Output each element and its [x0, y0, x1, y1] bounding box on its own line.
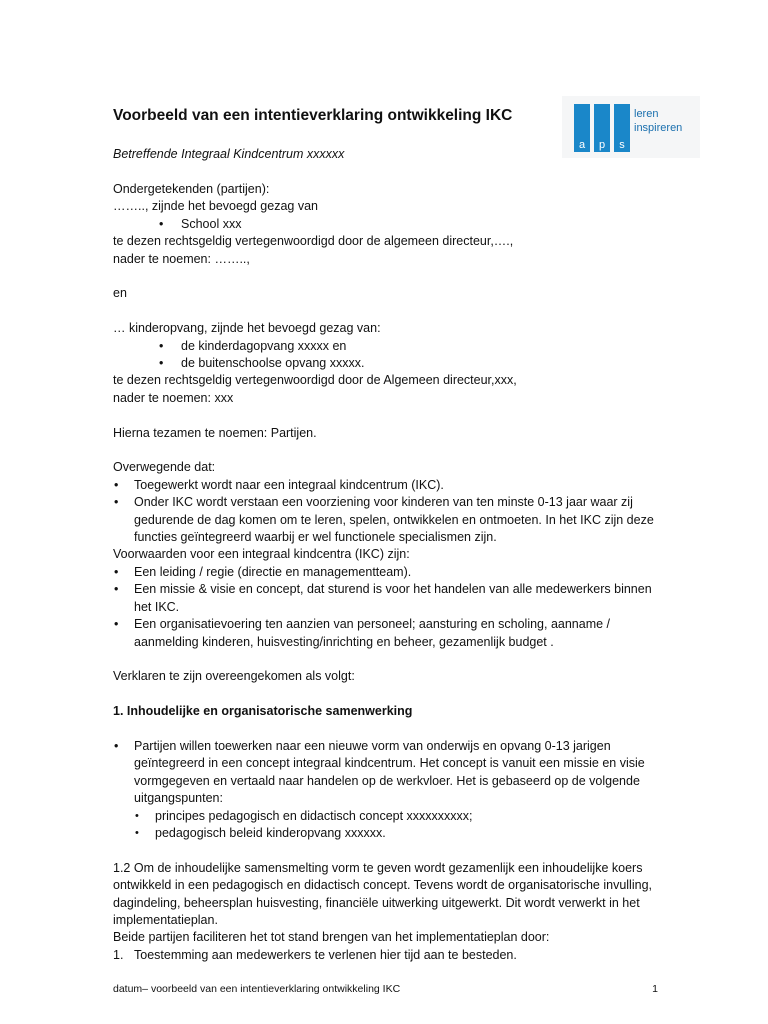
- facilitate-text: Beide partijen faciliteren het tot stand brengen van het implementatieplan door:: [113, 930, 550, 945]
- party2-named: nader te noemen: xxx: [113, 390, 234, 405]
- list-item-text: Toestemming aan medewerkers te verlenen hier tijd aan te besteden.: [134, 947, 517, 962]
- list-item: • School xxx: [113, 216, 658, 233]
- aps-logo: [562, 96, 700, 158]
- logo-letter-p: p: [598, 139, 606, 151]
- section-1-heading: 1. Inhoudelijke en organisatorische samenwerking: [113, 704, 413, 719]
- party1-line: …….., zijnde het bevoegd gezag van: [113, 199, 318, 214]
- section-1-bullets: [113, 738, 658, 842]
- logo-bar-p: [594, 104, 610, 152]
- document-body: [113, 181, 658, 964]
- list-item: • principes pedagogisch en didactisch concept xxxxxxxxxx;: [134, 808, 658, 825]
- party1-bullets: [113, 216, 658, 233]
- section-1-sublist: [134, 808, 658, 843]
- list-number: 1.: [113, 947, 124, 962]
- declare-text: Verklaren te zijn overeengekomen als volgt:: [113, 669, 355, 684]
- party1-representative: te dezen rechtsgeldig vertegenwoordigd door de algemeen directeur,….,: [113, 234, 514, 249]
- logo-letter-a: a: [578, 139, 586, 151]
- list-item: • de kinderdagopvang xxxxx en: [113, 338, 658, 355]
- list-item: [113, 947, 658, 964]
- list-item: • Toegewerkt wordt naar een integraal kindcentrum (IKC).: [113, 477, 658, 494]
- list-item: • Een missie & visie en concept, dat sturend is voor het handelen van alle medewerkers binnen het IKC.: [113, 581, 658, 616]
- page-number: 1: [652, 983, 658, 995]
- logo-bar-s: [614, 104, 630, 152]
- logo-letter-s: s: [619, 139, 625, 151]
- footer-text: datum– voorbeeld van een intentieverklaring ontwikkeling IKC: [113, 983, 401, 995]
- list-item: • Een organisatievoering ten aanzien van personeel; aansturing en scholing, aanname / aanmelding kinderen, huisvesting/inrichting en beheer, gezamenlijk budget .: [113, 616, 658, 651]
- list-item: [113, 738, 658, 842]
- list-item: • Onder IKC wordt verstaan een voorziening voor kinderen van ten minste 0-13 jaar waar zij gedurende de dag komen om te leren, spelen, ontwikkelen en ontmoeten. In het IKC zijn deze functies geïntegreerd waarbij er wel functionele specialismen zijn.: [113, 494, 658, 546]
- list-item: • pedagogisch beleid kinderopvang xxxxxx.: [134, 825, 658, 842]
- document-subtitle: Betreffende Integraal Kindcentrum xxxxxx: [113, 147, 345, 161]
- section-1-2-paragraph: 1.2 Om de inhoudelijke samensmelting vorm te geven wordt gezamenlijk een inhoudelijke koers ontwikkeld in een pedagogisch en didactisch concept. Tevens wordt de organisatorische invulling, dagindeling, beheersplan huisvesting, financiële uitwerking uitgewerkt. Dit wordt verwerkt in het implementatieplan.: [113, 860, 652, 927]
- party2-bullets: [113, 338, 658, 373]
- list-item: • de buitenschoolse opvang xxxxx.: [113, 355, 658, 372]
- facilitate-list: [113, 947, 658, 964]
- party2-representative: te dezen rechtsgeldig vertegenwoordigd door de Algemeen directeur,xxx,: [113, 373, 517, 388]
- parties-intro: Ondergetekenden (partijen):: [113, 182, 270, 196]
- and-text: en: [113, 286, 127, 301]
- hereafter-text: Hierna tezamen te noemen: Partijen.: [113, 425, 317, 440]
- considering-intro: Overwegende dat:: [113, 460, 216, 475]
- conditions-intro: Voorwaarden voor een integraal kindcentra (IKC) zijn:: [113, 547, 410, 562]
- logo-bar-a: [574, 104, 590, 152]
- logo-tagline-leren: leren: [634, 108, 659, 120]
- document-title: Voorbeeld van een intentieverklaring ontwikkeling IKC: [113, 107, 513, 124]
- logo-tagline-inspireren: inspireren: [634, 122, 683, 134]
- party2-line: … kinderopvang, zijnde het bevoegd gezag van:: [113, 321, 381, 336]
- considering-bullets: [113, 477, 658, 547]
- section-1-bullet-text: Partijen willen toewerken naar een nieuwe vorm van onderwijs en opvang 0-13 jarigen geïntegreerd in een concept integraal kindcentrum. Het concept is vanuit een missie en visie vormgegeven en vertaald naar handelen op de werkvloer. Het is gebaseerd op de volgende uitgangspunten:: [134, 738, 645, 806]
- conditions-bullets: [113, 564, 658, 651]
- list-item: • Een leiding / regie (directie en managementteam).: [113, 564, 658, 581]
- page-footer: [113, 983, 658, 995]
- party1-named: nader te noemen: ……..,: [113, 251, 250, 266]
